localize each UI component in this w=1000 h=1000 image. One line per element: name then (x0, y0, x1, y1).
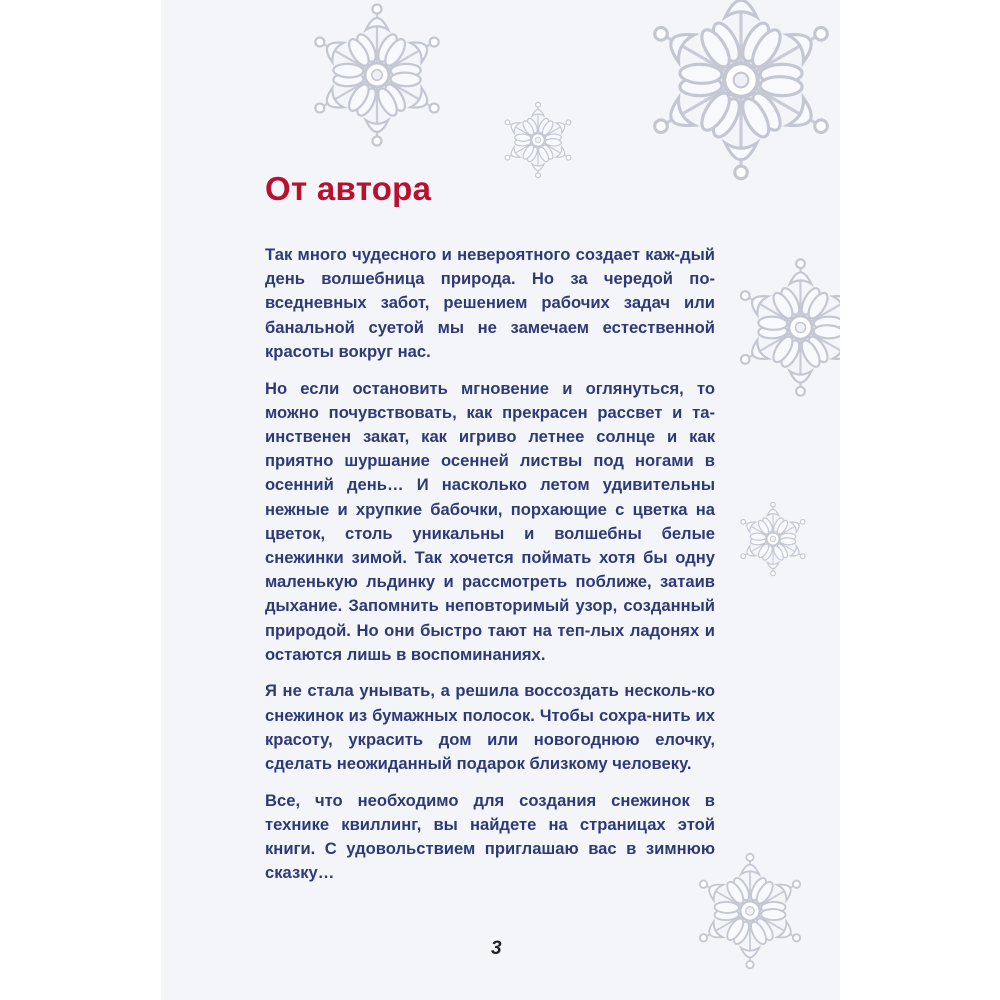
snowflake-large-top-right (636, 0, 840, 185)
paragraph-3: Я не стала унывать, а решила воссоздать несколь-ко снежинок из бумажных полосок. Чтобы сохра-нить их красоту, украсить дом или новогоднюю елочку, сделать неожиданный подарок близкому человеку. (265, 681, 715, 774)
snowflake-top-left (302, 0, 452, 150)
paragraph-2: Но если остановить мгновение и оглянуться, то можно почувствовать, как прекрасен рассвет и та-инственен закат, как игриво летнее солнце и как приятно шуршание осенней листвы под ногами в осенний день… И насколько летом удивительны нежные и хрупкие бабочки, порхающие с цветка на цветок, столь уникальны и волшебны белые снежинки зимой. Так хочется поймать хотя бы одну маленькую льдинку и рассмотреть поближе, затаив дыхание. Запомнить неповторимый узор, созданный природой. Но они быстро тают на теп-лых ладонях и остаются лишь в воспоминаниях. (265, 378, 715, 664)
snowflake-small-center (498, 100, 578, 180)
body-text (265, 243, 715, 898)
book-page (161, 0, 840, 1000)
snowflake-right-middle (728, 255, 840, 400)
snowflake-right-small (734, 500, 812, 578)
page-number: 3 (491, 938, 502, 959)
page-title: От автора (265, 170, 432, 207)
paragraph-4: Все, что необходимо для создания снежинок в технике квиллинг, вы найдете на страницах этой книги. С удовольствием приглашаю вас в зимнюю сказку… (265, 790, 715, 883)
paragraph-1: Так много чудесного и невероятного создает каж-дый день волшебница природа. Но за чередой по-вседневных забот, решением рабочих задач или банальной суетой мы не замечаем естественной красоты вокруг нас. (265, 245, 715, 361)
